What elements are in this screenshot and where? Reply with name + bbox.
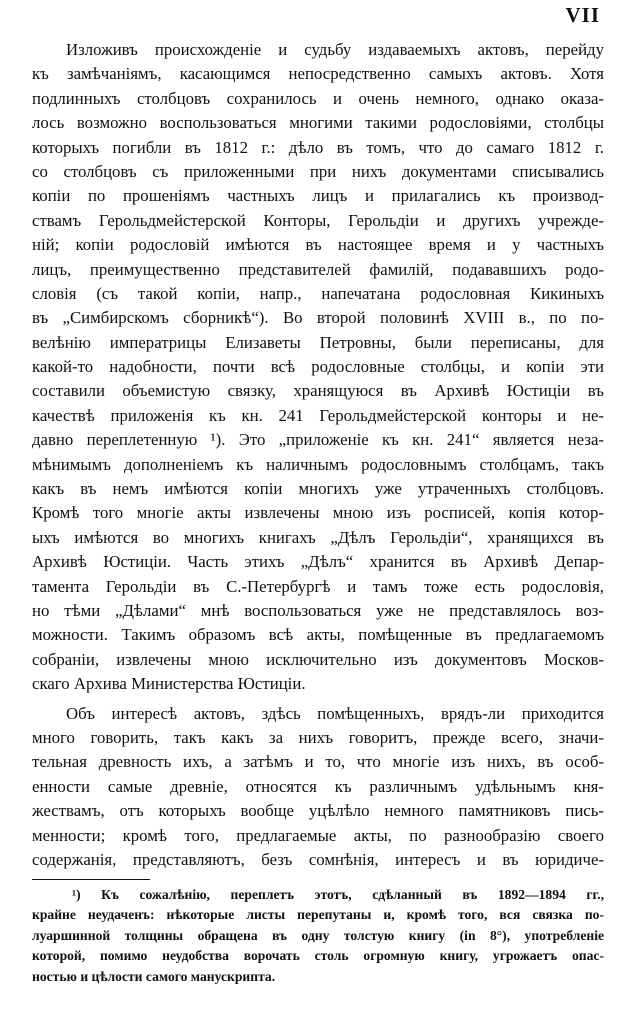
- text-line: собраніи, извлечены мною исключительно изъ документовъ Москов-: [32, 649, 604, 669]
- footnote-line: ¹) Къ сожалѣнію, переплетъ этотъ, сдѣланный въ 1892—1894 гг.,: [72, 887, 604, 902]
- text-line: ствамъ Герольдмейстерской Конторы, Герольдіи и другихъ учрежде-: [32, 210, 604, 230]
- text-line: тамента Герольдіи въ С.-Петербургѣ и тамъ тоже есть родословія,: [32, 576, 604, 596]
- text-line: какой-то надобности, почти всѣ родословные столбцы, и копіи эти: [32, 357, 604, 377]
- text-line: какъ въ немъ имѣются копіи многихъ уже утраченныхъ столбцовъ.: [32, 479, 604, 499]
- paragraph: [32, 38, 604, 697]
- footnote-line: луаршинной толщины обращена въ одну толстую книгу (in 8°), употребленіе: [32, 927, 604, 943]
- text-line: но тѣми „Дѣлами“ мнѣ воспользоваться уже не представлялось воз-: [32, 600, 604, 620]
- text-line: енности самые древніе, относятся къ различнымъ удѣльнымъ кня-: [32, 776, 604, 796]
- text-line: къ замѣчаніямъ, касающимся непосредственно самыхъ актовъ. Хотя: [32, 64, 604, 84]
- text-line: ній; копіи родословій имѣются въ настоящее время и у частныхъ: [32, 235, 604, 255]
- text-line: въ „Симбирскомъ сборникѣ“). Во второй половинѣ XVIII в., по по-: [32, 308, 604, 328]
- text-line: Кромѣ того многіе акты извлечены мною изъ росписей, копія котор-: [32, 503, 604, 523]
- text-line: со столбцовъ съ приложенными при нихъ документами списывались: [32, 161, 604, 181]
- text-line: лось возможно воспользоваться многими такими родословіями, столбцы: [32, 113, 604, 133]
- footnote-rule: [32, 879, 150, 880]
- text-line: Изложивъ происхожденіе и судьбу издаваемыхъ актовъ, перейду: [66, 40, 604, 59]
- text-line: давно переплетенную ¹). Это „приложеніе къ кн. 241“ является неза-: [32, 430, 604, 450]
- text-line: лицъ, преимущественно представителей фамилій, подававшихъ родо-: [32, 259, 604, 279]
- footnote-line: ностью и цѣлости самого манускрипта.: [32, 968, 276, 984]
- text-line: качествѣ приложенія къ кн. 241 Герольдмейстерской конторы и не-: [32, 405, 604, 425]
- text-line: ыхъ имѣются во многихъ книгахъ „Дѣлъ Герольдіи“, хранящихся въ: [32, 527, 604, 547]
- text-line: жествамъ, отъ которыхъ вообще уцѣлѣло немного памятниковъ пись-: [32, 801, 604, 821]
- text-line: словія (съ такой копіи, напр., напечатана родословная Кикиныхъ: [32, 283, 604, 303]
- text-line: тельная древность ихъ, а затѣмъ и то, что многіе изъ нихъ, въ особ-: [32, 752, 604, 772]
- text-line: много говорить, такъ какъ за нихъ говоритъ, прежде всего, значи-: [32, 727, 604, 747]
- text-line: копіи по прошеніямъ частныхъ лицъ и прилагались къ производ-: [32, 186, 604, 206]
- text-line: содержанія, представляютъ, безъ сомнѣнія, интересъ и въ юридиче-: [32, 849, 604, 869]
- main-text: [32, 38, 604, 872]
- page-number: VII: [565, 3, 600, 27]
- paragraph: [32, 702, 604, 873]
- text-line: менности; кромѣ того, предлагаемые акты, по разнообразію своего: [32, 825, 604, 845]
- text-line: которыхъ погибли въ 1812 г.: дѣло въ томъ, что до самаго 1812 г.: [32, 137, 604, 157]
- footnote-line: крайне неудаченъ: нѣкоторые листы перепутаны и, кромѣ того, вся связка по-: [32, 907, 604, 923]
- text-line: велѣнію императрицы Елизаветы Петровны, были переписаны, для: [32, 332, 604, 352]
- text-line: Архивѣ Юстиціи. Часть этихъ „Дѣлъ“ хранится въ Архивѣ Депар-: [32, 552, 604, 572]
- footnote: [32, 885, 604, 987]
- text-line: можности. Такимъ образомъ всѣ акты, помѣщенные въ предлагаемомъ: [32, 625, 604, 645]
- text-line: Объ интересѣ актовъ, здѣсь помѣщенныхъ, врядъ-ли приходится: [66, 703, 604, 723]
- text-line: подлинныхъ столбцовъ сохранилось и очень немного, однако оказа-: [32, 88, 604, 108]
- text-line: скаго Архива Министерства Юстиціи.: [32, 674, 306, 694]
- text-line: мѣнимымъ дополненіемъ къ наличнымъ родословнымъ столбцамъ, такъ: [32, 454, 604, 474]
- text-line: составили объемистую связку, хранящуюся въ Архивѣ Юстиціи въ: [32, 381, 604, 401]
- footnote-line: которой, помимо неудобства ворочать столь огромную книгу, угрожаетъ опас-: [32, 948, 604, 964]
